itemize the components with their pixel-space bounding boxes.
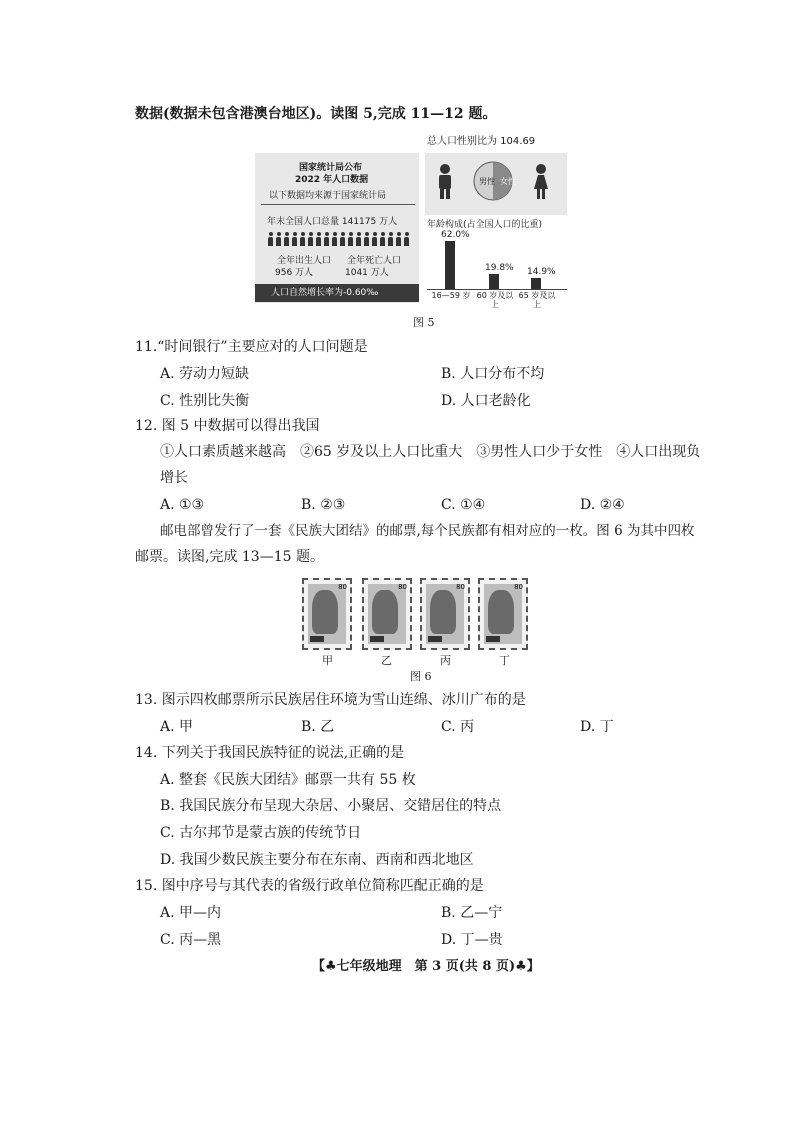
q15-stem: 15. 图中序号与其代表的省级行政单位简称匹配正确的是 (135, 878, 484, 894)
q13-stem: 13. 图示四枚邮票所示民族居住环境为雪山连绵、冰川广布的是 (135, 692, 526, 708)
q13-option-d[interactable]: D. 丁 (580, 719, 614, 735)
q13-option-b[interactable]: B. 乙 (301, 719, 335, 735)
stamp-ding (478, 578, 528, 650)
q12-stem: 12. 图 5 中数据可以得出我国 (135, 418, 320, 434)
age-structure-chart (427, 230, 567, 309)
stamp-yi (362, 578, 412, 650)
q15-option-a[interactable]: A. 甲—内 (160, 905, 222, 921)
age-category-label: 60 岁及以上 (476, 291, 514, 309)
person-icon (355, 232, 362, 246)
female-icon (534, 164, 548, 199)
fig5-total-population: 年末全国人口总量 141175 万人 (267, 217, 398, 227)
fig6-caption: 图 6 (410, 670, 432, 683)
person-icon (307, 232, 314, 246)
intro-tail: 数据(数据未包含港澳台地区)。读图 5,完成 11—12 题。 (135, 106, 497, 122)
q13-option-a[interactable]: A. 甲 (160, 719, 194, 735)
fig5-growth-rate: 人口自然增长率为-0.60‰ (271, 288, 379, 298)
q11-option-a[interactable]: A. 劳动力短缺 (160, 366, 250, 382)
fig5-births-value: 956 万人 (275, 268, 314, 278)
fig5-births-label: 全年出生人口 (277, 256, 332, 266)
stamp-jia (302, 578, 352, 650)
fig5-age-title: 年龄构成(占全国人口的比重) (427, 220, 543, 230)
fig5-title-line2: 2022 年人口数据 (295, 175, 369, 185)
q15-option-d[interactable]: D. 丁—贵 (441, 932, 503, 948)
chart-baseline (427, 289, 567, 290)
person-icon (379, 232, 386, 246)
age-category-label: 16—59 岁 (431, 291, 471, 300)
age-category-label: 65 岁及以上 (518, 291, 556, 309)
q12-items-line1: ①人口素质越来越高 ②65 岁及以上人口比重大 ③男性人口少于女性 ④人口出现负 (160, 444, 701, 460)
growth-rate-banner (255, 284, 419, 302)
person-icon (275, 232, 282, 246)
passage2-line2: 邮票。读图,完成 13—15 题。 (135, 549, 324, 565)
person-icon (331, 232, 338, 246)
q12-option-d[interactable]: D. ②④ (580, 497, 625, 513)
stamp-value: 80 (398, 583, 407, 591)
stamp-label-yi: 乙 (381, 654, 392, 667)
q11-option-d[interactable]: D. 人口老龄化 (441, 393, 531, 409)
stamp-label-jia: 甲 (322, 654, 333, 667)
stamp-value: 80 (514, 583, 523, 591)
person-icon (283, 232, 290, 246)
female-label: 女性 (500, 177, 516, 186)
age-bar-0 (445, 241, 455, 289)
person-icon (315, 232, 322, 246)
person-icon (323, 232, 330, 246)
person-icon (291, 232, 298, 246)
page-footer: 【♣七年级地理 第 3 页(共 8 页)♣】 (312, 959, 540, 974)
age-bar-value-label: 62.0% (441, 230, 470, 240)
q11-stem: 11.“时间银行”主要应对的人口问题是 (135, 339, 368, 355)
person-icon (371, 232, 378, 246)
q12-option-b[interactable]: B. ②③ (301, 497, 346, 513)
people-icons-row (267, 232, 410, 246)
q14-stem: 14. 下列关于我国民族特征的说法,正确的是 (135, 745, 405, 761)
person-icon (267, 232, 274, 246)
stamp-value: 80 (456, 583, 465, 591)
male-icon (439, 164, 451, 199)
stamp-label-ding: 丁 (499, 654, 510, 667)
age-bar-value-label: 19.8% (485, 263, 514, 273)
stamp-label-bing: 丙 (440, 654, 451, 667)
person-icon (347, 232, 354, 246)
person-icon (395, 232, 402, 246)
q12-option-a[interactable]: A. ①③ (160, 497, 205, 513)
fig5-sex-ratio: 总人口性别比为 104.69 (427, 136, 536, 147)
q11-option-b[interactable]: B. 人口分布不均 (441, 366, 545, 382)
q11-option-c[interactable]: C. 性别比失衡 (160, 393, 250, 409)
stamp-bing (420, 578, 470, 650)
fig5-title-line1: 国家统计局公布 (299, 163, 363, 173)
fig5-caption: 图 5 (413, 316, 435, 329)
q15-option-b[interactable]: B. 乙—宁 (441, 905, 503, 921)
fig5-deaths-label: 全年死亡人口 (347, 256, 402, 266)
figure-5 (255, 133, 567, 309)
fig5-deaths-value: 1041 万人 (345, 268, 389, 278)
q12-option-c[interactable]: C. ①④ (441, 497, 486, 513)
q14-option-c[interactable]: C. 古尔邦节是蒙古族的传统节日 (160, 825, 362, 841)
figure-6-stamps (302, 578, 530, 654)
q14-option-a[interactable]: A. 整套《民族大团结》邮票一共有 55 枚 (160, 772, 416, 788)
q14-option-d[interactable]: D. 我国少数民族主要分布在东南、西南和西北地区 (160, 852, 474, 868)
person-icon (299, 232, 306, 246)
person-icon (363, 232, 370, 246)
age-bar-value-label: 14.9% (527, 267, 556, 277)
fig5-source: 以下数据均来源于国家统计局 (269, 191, 387, 201)
q12-items-line2: 增长 (160, 470, 188, 486)
divider (261, 204, 415, 205)
person-icon (403, 232, 410, 246)
stamp-value: 80 (338, 583, 347, 591)
sex-ratio-graphic (435, 161, 555, 203)
age-bar-2 (531, 278, 541, 289)
q15-option-c[interactable]: C. 丙—黑 (160, 932, 222, 948)
person-icon (339, 232, 346, 246)
passage2-line1: 邮电部曾发行了一套《民族大团结》的邮票,每个民族都有相对应的一枚。图 6 为其中四枚 (160, 523, 695, 539)
q13-option-c[interactable]: C. 丙 (441, 719, 475, 735)
person-icon (387, 232, 394, 246)
q14-option-b[interactable]: B. 我国民族分布呈现大杂居、小聚居、交错居住的特点 (160, 798, 502, 814)
male-label: 男性 (479, 177, 495, 186)
age-bar-1 (489, 274, 499, 289)
